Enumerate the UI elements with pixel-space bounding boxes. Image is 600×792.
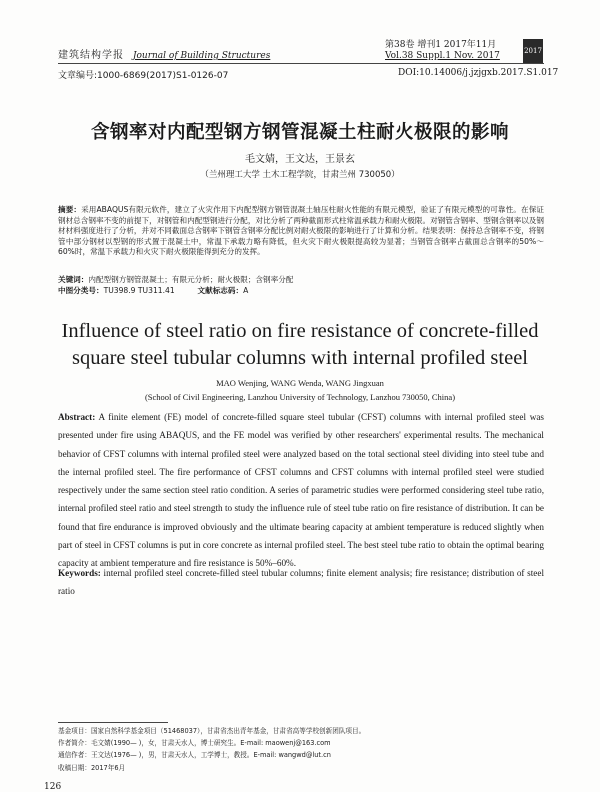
keywords-text-en: internal profiled steel concrete-filled steel tubular columns; finite element analysis; fire resistance; distribution of steel ratio	[58, 568, 544, 597]
affiliation-cn: （兰州理工大学 土木工程学院，甘肃兰州 730050）	[200, 170, 400, 180]
doi: DOI:10.14006/j.jzjgxb.2017.S1.017	[398, 68, 559, 78]
doc-code-label: 文献标志码：	[197, 286, 244, 295]
authors-en: MAO Wenjing, WANG Wenda, WANG Jingxuan	[216, 378, 384, 388]
title-cn: 含钢率对内配型钢方钢管混凝土柱耐火极限的影响	[90, 122, 509, 143]
footnote-rule	[58, 722, 168, 723]
page-number: 126	[44, 782, 62, 792]
footnotes	[58, 725, 544, 774]
article-number: 文章编号:1000-6869(2017)S1-0126-07	[58, 71, 229, 81]
journal-logo-badge: 2017	[523, 39, 543, 63]
footnote-received: 收稿日期：2017年6月	[58, 763, 126, 772]
doc-code: A	[243, 286, 249, 295]
affiliation-en: (School of Civil Engineering, Lanzhou University of Technology, Lanzhou 730050, China)	[144, 392, 456, 402]
keywords-text-cn: 内配型钢方钢管混凝土；有限元分析；耐火极限；含钢率分配	[88, 275, 294, 284]
keywords-en	[58, 564, 544, 601]
title-en: Influence of steel ratio on fire resistance of concrete-filled square steel tubular columns with internal profiled steel	[61, 320, 539, 369]
abstract-cn	[58, 205, 544, 258]
keywords-cn	[58, 275, 544, 286]
header-rule	[58, 63, 544, 64]
clc-code: TU398.9 TU311.41	[103, 286, 175, 295]
abstract-label-en: Abstract:	[58, 412, 96, 422]
abstract-text-cn: 采用ABAQUS有限元软件，建立了火灾作用下内配型钢方钢管混凝土轴压柱耐火性能的有限元模型，验证了有限元模型的可靠性。在保证钢材总含钢率不变的前提下，对钢管和内配型钢进行分配，对比分析了两种截面形式柱常温承载力和耐火极限。对钢管含钢率、型钢含钢率以及钢材材料强度进行了分析，并对不同截面总含钢率下钢管含钢率分配比例对耐火极限的影响进行了计算和分析。结果表明：保持总含钢率不变，将钢管中部分钢材以型钢的形式置于混凝土中，常温下承载力略有降低，但火灾下耐火极限提高较为显著；当钢管含钢率占截面总含钢率的50%～60%时，常温下承载力和火灾下耐火极限能得到充分的发挥。	[58, 205, 544, 257]
abstract-en	[58, 408, 544, 573]
abstract-text-en: A finite element (FE) model of concrete-filled square steel tubular (CFST) columns with internal profiled steel was presented under fire using ABAQUS, and the FE model was verified by other researchers' experimental results. The mechanical behavior of CFST columns with internal profiled steel were analyzed based on the total sectional steel dividing into steel tube and the internal profiled steel. The fire performance of CFST columns and CFST columns with internal profiled steel were studied respectively under the same section steel ratio condition. A series of parametric studies were performed considering steel tube ratio, internal profiled steel ratio and steel strength to study the influence rule of steel tube ratio on fire resistance of distribution. It can be found that fire endurance is improved obviously and the ultimate bearing capacity at ambient temperature is reduced slightly when part of steel in CFST columns is put in core concrete as internal profiled steel. The best steel tube ratio to obtain the optimal bearing capacity at ambient temperature and fire resistance is 50%–60%.	[58, 412, 544, 569]
keywords-label-en: Keywords:	[58, 568, 101, 578]
keywords-label-cn: 关键词：	[58, 275, 89, 284]
classification-cn	[58, 286, 544, 297]
volume-line-cn: 第38卷 增刊1 2017年11月	[385, 40, 497, 50]
abstract-label-cn: 摘要：	[58, 205, 82, 214]
volume-info	[385, 40, 500, 62]
footnote-funding: 基金项目：国家自然科学基金项目（51468037），甘肃省杰出青年基金，甘肃省高等学校创新团队项目。	[58, 727, 366, 735]
clc-label: 中图分类号：	[58, 286, 104, 295]
volume-line-en: Vol.38 Suppl.1 Nov. 2017	[385, 51, 500, 61]
journal-header	[58, 46, 270, 61]
journal-name-en: Journal of Building Structures	[132, 51, 271, 61]
authors-cn: 毛文婧，王文达，王景玄	[245, 154, 355, 165]
footnote-author: 作者简介：毛文婧(1990— )，女，甘肃天水人，博士研究生。E-mail: maowenj@163.com	[58, 739, 331, 748]
footnote-corresponding: 通信作者：王文达(1976— )，男，甘肃天水人，工学博士，教授。E-mail: wangwd@lut.cn	[58, 751, 331, 760]
journal-name-cn: 建筑结构学报	[58, 50, 124, 61]
